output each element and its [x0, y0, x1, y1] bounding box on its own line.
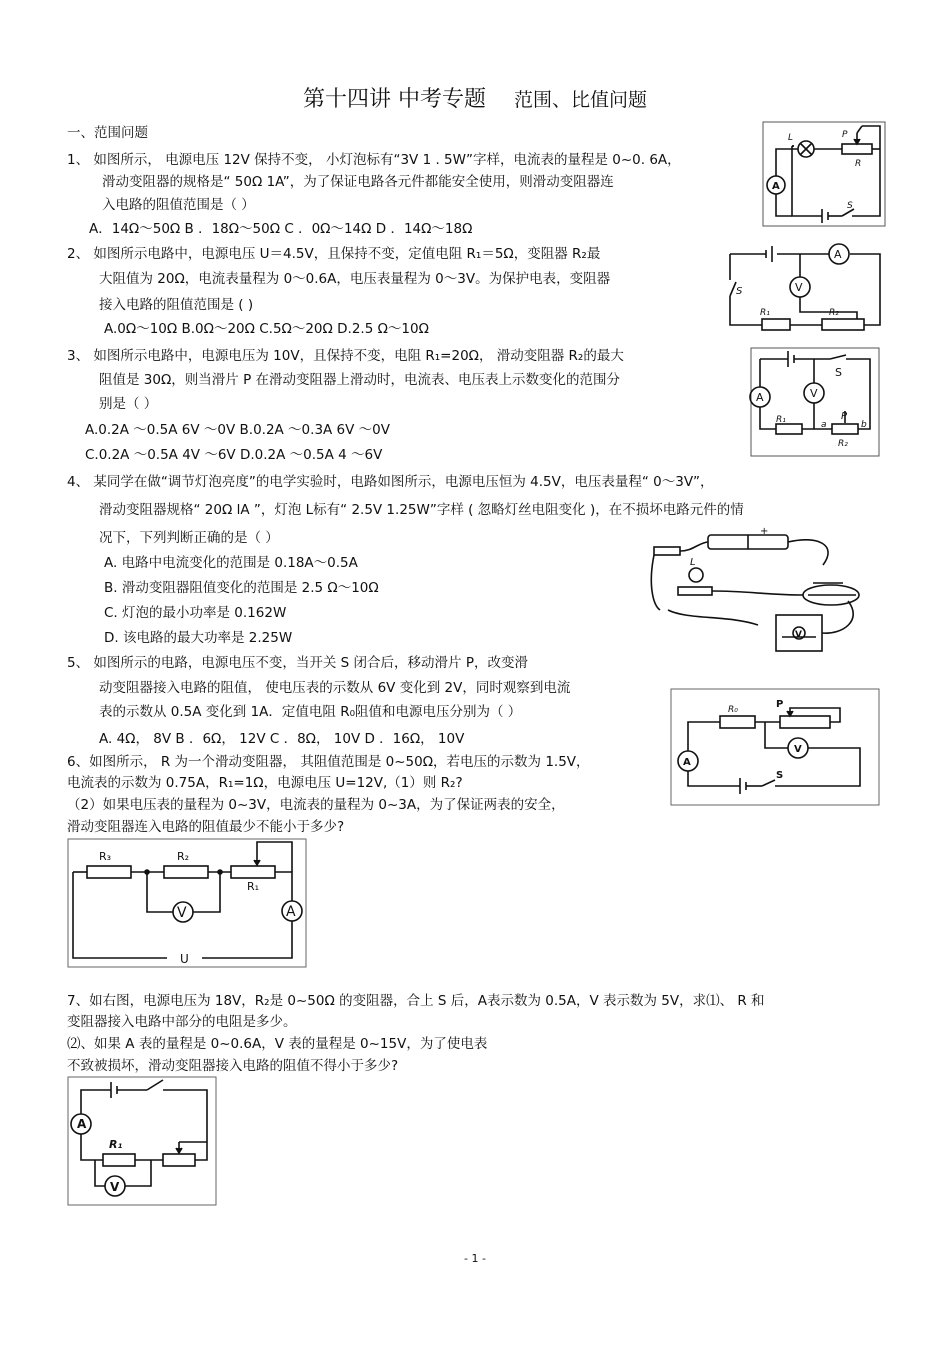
q2-fig-ammeter-label: A	[834, 248, 842, 261]
q4-line2: 滑动变阻器规格“ 20Ω lA ”，灯泡 L标有“ 2.5V 1.25W”字样 ( 忽略灯丝电阻变化 )，在不损坏电路元件的情	[99, 502, 744, 518]
q3-fig-switch-label: S	[835, 366, 842, 379]
q2-fig-r2-label: R₂	[829, 308, 839, 318]
q4-fig-plus: +	[760, 526, 769, 537]
q6-line3: （2）如果电压表的量程为 0~3V，电流表的量程为 0~3A，为了保证两表的安全，	[67, 797, 565, 813]
q7-circuit-diagram	[67, 1076, 217, 1206]
q1-line3: 入电路的阻值范围是（ ）	[102, 197, 255, 213]
q6-line4: 滑动变阻器连入电路的阻值最少不能小于多少?	[67, 819, 345, 835]
q7-line2: 变阻器接入电路中部分的电阻是多少。	[67, 1014, 297, 1030]
q4-option-a: A. 电路中电流变化的范围是 0.18A～0.5A	[104, 555, 358, 571]
q1-fig-ammeter-label: A	[772, 181, 780, 192]
q6-circuit-diagram	[67, 838, 307, 968]
q6-fig-r1-label: R₁	[247, 880, 260, 893]
q7-fig-voltmeter-label: V	[110, 1180, 120, 1194]
q1-options: A．14Ω～50Ω B ．18Ω～50Ω C ．0Ω～14Ω D ．14Ω～18Ω	[89, 221, 473, 237]
section-heading: 一、范围问题	[67, 125, 148, 141]
q6-fig-voltage-label: U	[180, 952, 189, 966]
q6-fig-r3-label: R₃	[99, 850, 112, 863]
q5-line1: 5、 如图所示的电路，电源电压不变，当开关 S 闭合后，移动滑片 P，改变滑	[67, 655, 528, 671]
q3-circuit-diagram	[750, 347, 880, 457]
q3-fig-end-a: a	[821, 420, 827, 430]
q2-circuit-diagram	[722, 240, 887, 330]
q5-fig-slider-label: P	[776, 699, 784, 710]
q2-fig-switch-label: S	[736, 286, 743, 297]
q6-fig-r2-label: R₂	[177, 850, 190, 863]
q2-options: A.0Ω～10Ω B.0Ω～20Ω C.5Ω～20Ω D.2.5 Ω～10Ω	[104, 321, 429, 337]
q3-line1: 3、 如图所示电路中，电源电压为 10V，且保持不变，电阻 R₁=20Ω， 滑动变阻器 R₂的最大	[67, 348, 624, 364]
q1-fig-label-lamp: L	[788, 133, 794, 143]
q4-option-c: C. 灯泡的最小功率是 0.162W	[104, 605, 287, 621]
q6-fig-voltmeter-label: V	[177, 905, 187, 921]
q3-line3: 别是（ ）	[99, 396, 158, 412]
q3-options-cd: C.0.2A ～0.5A 4V ～6V D.0.2A ～0.5A 4 ～6V	[85, 447, 383, 463]
q4-line3: 况下，下列判断正确的是（ ）	[99, 530, 279, 546]
title-main: 第十四讲 中考专题	[302, 87, 486, 112]
q5-fig-r0-label: R₀	[728, 705, 738, 715]
q5-circuit-diagram	[670, 688, 880, 806]
q1-line2: 滑动变阻器的规格是“ 50Ω 1A”，为了保证电路各元件都能安全使用，则滑动变阻器连	[102, 174, 614, 190]
page-number: - 1 -	[464, 1252, 486, 1265]
title-sub: 范围、比值问题	[513, 89, 647, 111]
q2-fig-voltmeter-label: V	[795, 281, 803, 294]
q4-line1: 4、 某同学在做“调节灯泡亮度”的电学实验时，电路如图所示，电源电压恒为 4.5V，电压表量程“ 0～3V”，	[67, 474, 714, 490]
q3-fig-ammeter-label: A	[756, 391, 764, 404]
q4-option-b: B. 滑动变阻器阻值变化的范围是 2.5 Ω～10Ω	[104, 580, 379, 596]
q5-line2: 动变阻器接入电路的阻值， 使电压表的示数从 6V 变化到 2V，同时观察到电流	[99, 680, 571, 696]
q5-options: A. 4Ω， 8V B ．6Ω， 12V C ．8Ω， 10V D ．16Ω， 10V	[99, 731, 465, 747]
q1-fig-label-slider: P	[842, 130, 848, 140]
q1-line1: 1、 如图所示， 电源电压 12V 保持不变， 小灯泡标有“3V 1 . 5W”字样，电流表的量程是 0~0. 6A，	[67, 152, 681, 168]
q6-fig-ammeter-label: A	[286, 904, 296, 920]
q3-fig-r2-label: R₂	[838, 439, 848, 449]
q2-line1: 2、 如图所示电路中，电源电压 U＝4.5V，且保持不变，定值电阻 R₁＝5Ω，变阻器 R₂最	[67, 246, 601, 262]
q5-fig-voltmeter-label: V	[794, 744, 802, 755]
q4-apparatus-drawing	[648, 525, 870, 660]
q5-line3: 表的示数从 0.5A 变化到 1A．定值电阻 R₀阻值和电源电压分别为（ ）	[99, 704, 522, 720]
q5-fig-ammeter-label: A	[683, 757, 691, 768]
q6-line2: 电流表的示数为 0.75A，R₁=1Ω，电源电压 U=12V,（1）则 R₂?	[67, 775, 463, 791]
page-title	[0, 82, 950, 113]
q5-fig-switch-label: S	[776, 770, 784, 781]
q3-fig-r1-label: R₁	[776, 415, 786, 425]
q7-line4: 不致被损坏，滑动变阻器接入电路的阻值不得小于多少?	[67, 1058, 399, 1074]
q2-line2: 大阻值为 20Ω，电流表量程为 0～0.6A，电压表量程为 0～3V。为保护电表，变阻器	[99, 271, 611, 287]
q3-options-ab: A.0.2A ～0.5A 6V ～0V B.0.2A ～0.3A 6V ～0V	[85, 422, 390, 438]
q6-line1: 6、如图所示， R 为一个滑动变阻器， 其阻值范围是 0~50Ω，若电压的示数为 1.5V，	[67, 754, 590, 770]
q3-line2: 阻值是 30Ω，则当滑片 P 在滑动变阻器上滑动时，电流表、电压表上示数变化的范围分	[99, 372, 621, 388]
q7-fig-r1-label: R₁	[109, 1138, 123, 1151]
q1-fig-label-rheostat: R	[855, 159, 862, 169]
q1-circuit-diagram	[762, 121, 887, 228]
q2-line3: 接入电路的阻值范围是 ( )	[99, 297, 254, 313]
q1-fig-label-switch: S	[847, 201, 853, 211]
q7-line3: ⑵、如果 A 表的量程是 0~0.6A，V 表的量程是 0~15V，为了使电表	[67, 1036, 488, 1052]
q4-option-d: D. 该电路的最大功率是 2.25W	[104, 630, 293, 646]
q3-fig-slider-label: P	[841, 411, 848, 422]
q3-fig-voltmeter-label: V	[810, 387, 818, 400]
q7-line1: 7、如右图，电源电压为 18V，R₂是 0~50Ω 的变阻器，合上 S 后，A表示数为 0.5A，V 表示数为 5V，求⑴、 R 和	[67, 993, 765, 1009]
q2-fig-r1-label: R₁	[760, 308, 770, 318]
q4-fig-voltmeter-label: V	[795, 630, 802, 640]
q7-fig-ammeter-label: A	[77, 1117, 87, 1131]
q4-fig-lamp-label: L	[690, 557, 696, 568]
q3-fig-end-b: b	[861, 420, 867, 430]
